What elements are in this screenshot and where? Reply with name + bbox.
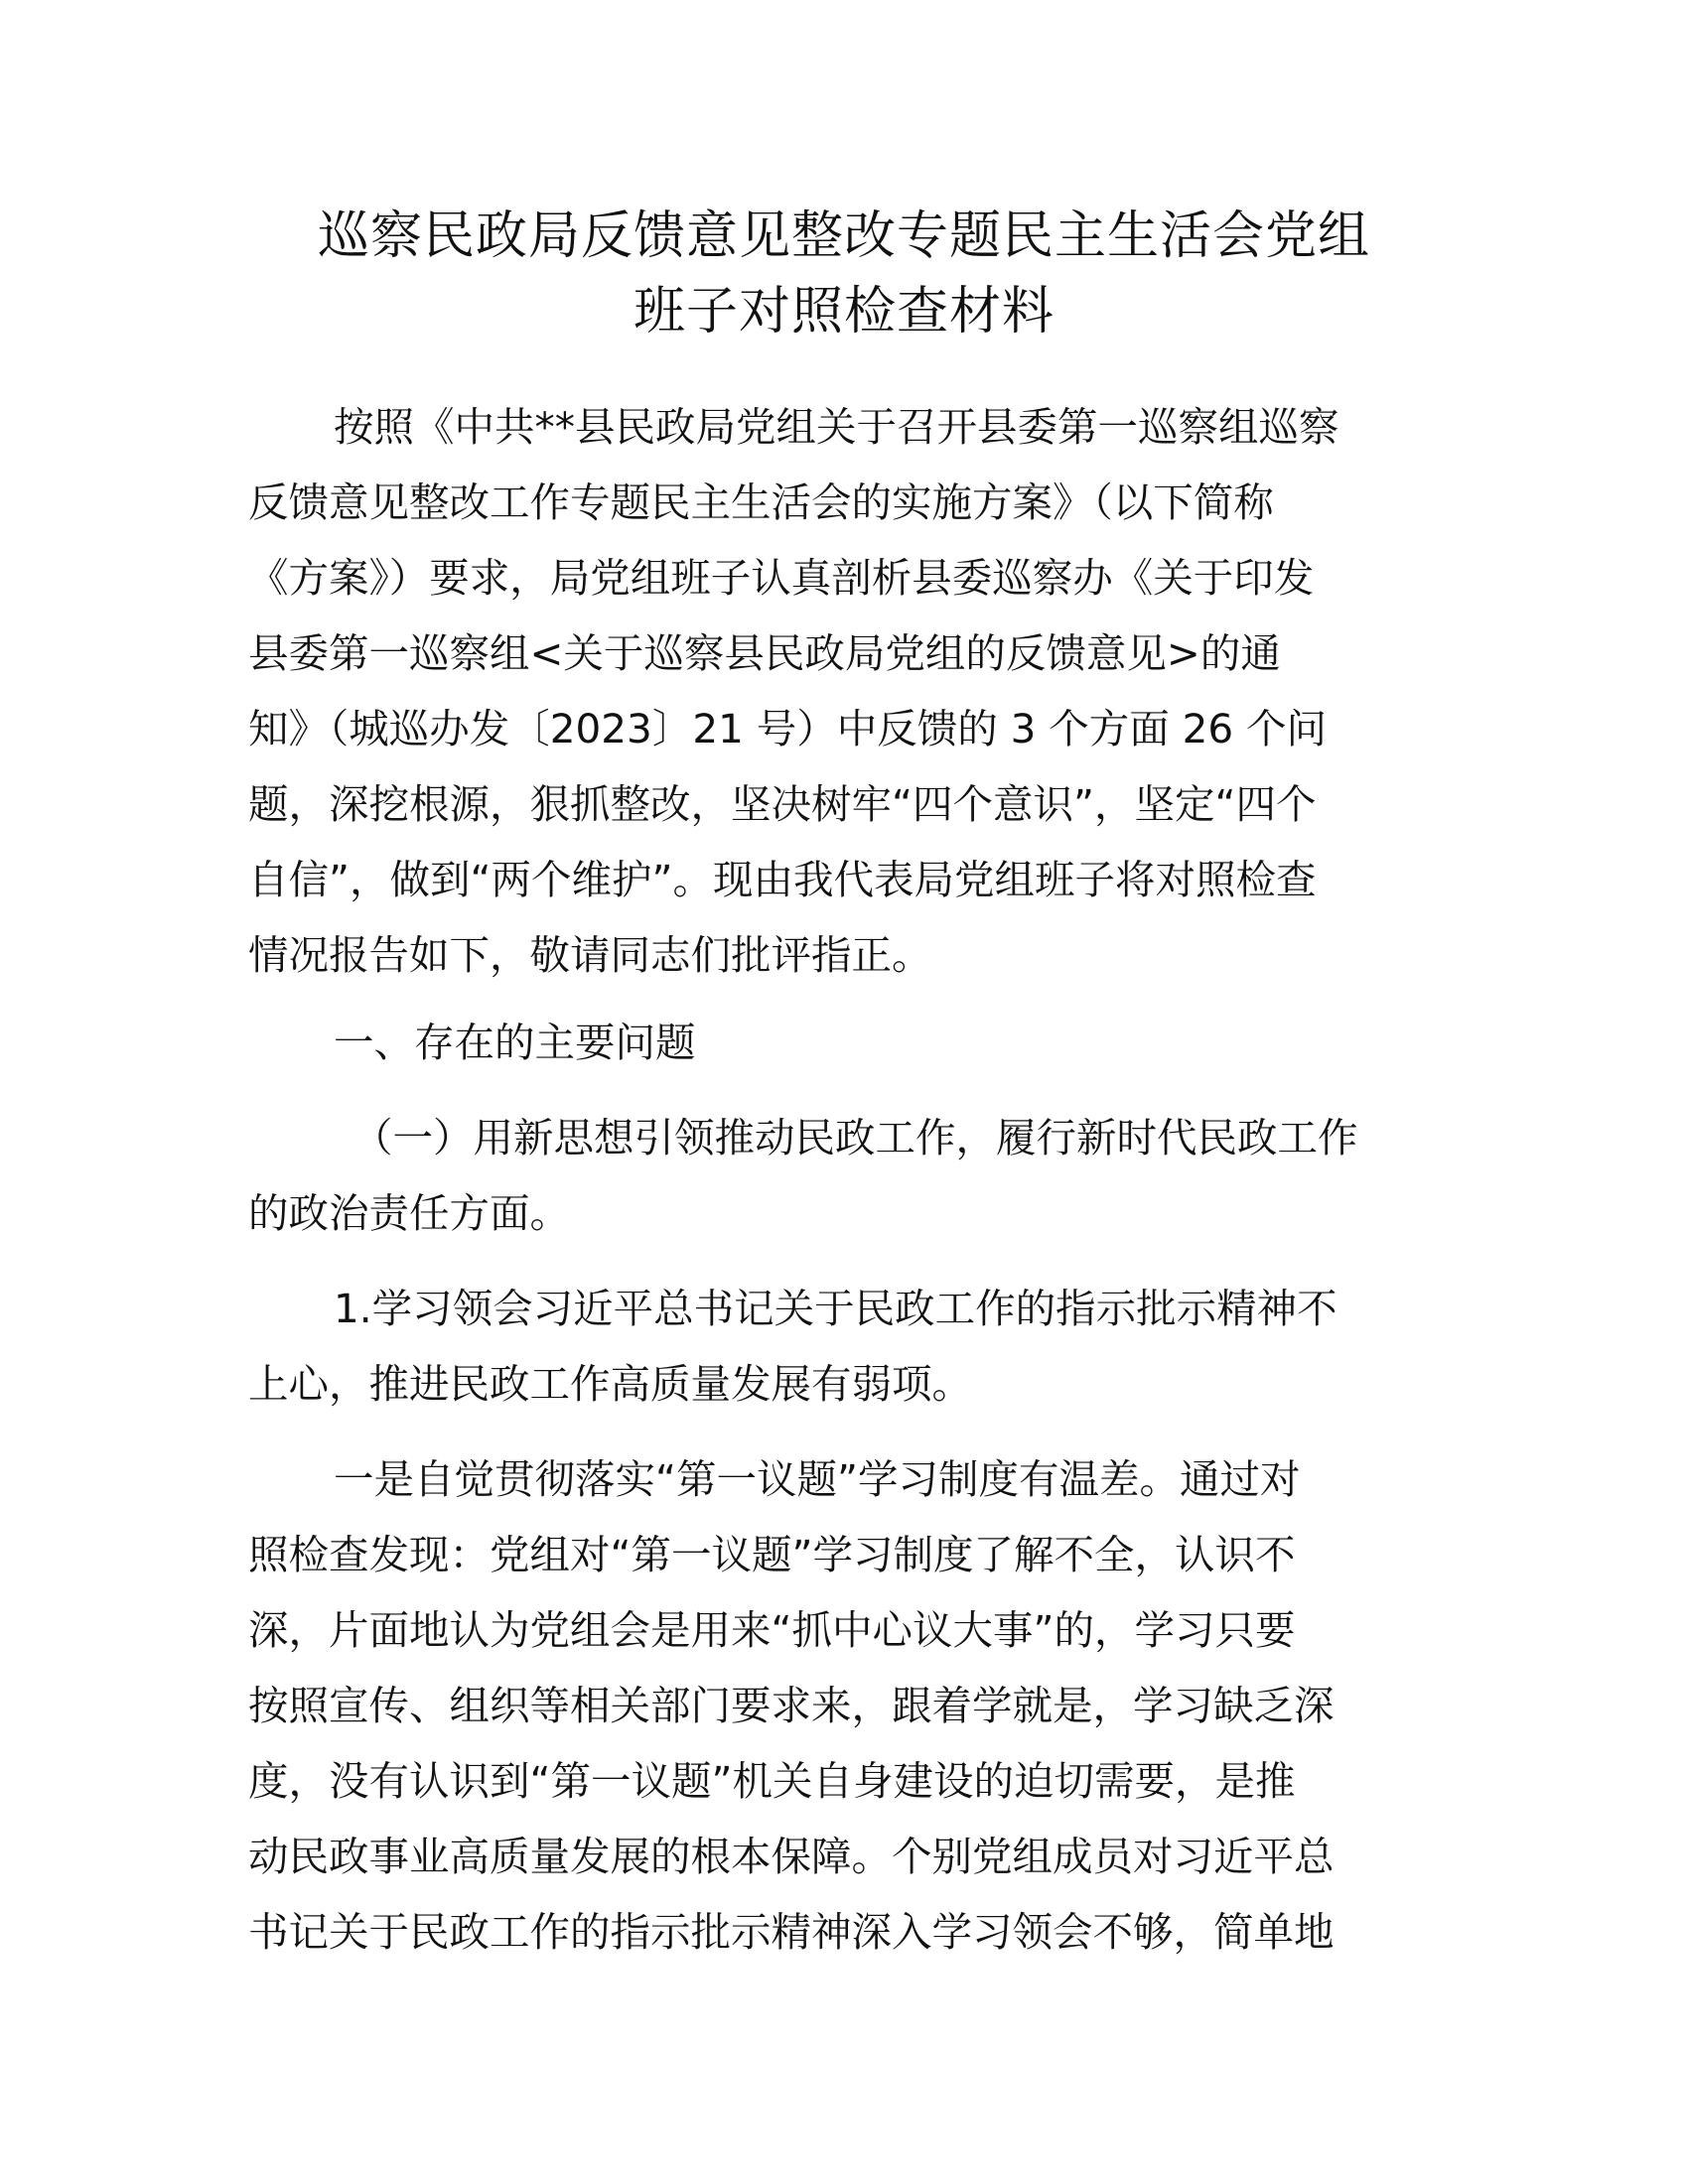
title-line-1: 巡察民政局反馈意见整改专题民主生活会党组 xyxy=(317,206,1370,266)
item-heading-1 xyxy=(248,1271,1440,1422)
intro-line: 《方案》）要求，局党组班子认真剖析县委巡察办《关于印发 xyxy=(248,554,1315,602)
section-heading-text: 一、存在的主要问题 xyxy=(334,1019,696,1066)
section-heading xyxy=(248,1005,1440,1080)
subsection-heading xyxy=(248,1100,1440,1251)
item-line: 1.学习领会习近平总书记关于民政工作的指示批示精神不 xyxy=(334,1285,1337,1332)
document-title xyxy=(248,199,1440,349)
paragraph-line: 深，片面地认为党组会是用来“抓中心议大事”的，学习只要 xyxy=(248,1606,1296,1654)
item-line: 上心，推进民政工作高质量发展有弱项。 xyxy=(248,1360,972,1408)
intro-line: 情况报告如下，敬请同志们批评指正。 xyxy=(248,931,932,979)
paragraph-line: 书记关于民政工作的指示批示精神深入学习领会不够，简单地 xyxy=(248,1908,1335,1956)
paragraph-line: 按照宣传、组织等相关部门要求来，跟着学就是，学习缺乏深 xyxy=(248,1682,1335,1729)
intro-line: 反馈意见整改工作专题民主生活会的实施方案》（以下简称 xyxy=(248,478,1274,526)
paragraph-line: 动民政事业高质量发展的根本保障。个别党组成员对习近平总 xyxy=(248,1833,1335,1880)
subsection-line: 的政治责任方面。 xyxy=(248,1189,570,1237)
intro-line: 题，深挖根源，狠抓整改，坚决树牢“四个意识”，坚定“四个 xyxy=(248,780,1317,828)
intro-line: 县委第一巡察组<关于巡察县民政局党组的反馈意见>的通 xyxy=(248,629,1281,677)
intro-line: 按照《中共**县民政局党组关于召开县委第一巡察组巡察 xyxy=(334,403,1339,451)
subsection-line: （一）用新思想引领推动民政工作，履行新时代民政工作 xyxy=(352,1114,1358,1161)
body-paragraph-1 xyxy=(248,1441,1440,1970)
paragraph-line: 照检查发现：党组对“第一议题”学习制度了解不全，认识不 xyxy=(248,1531,1296,1578)
paragraph-line: 度，没有认识到“第一议题”机关自身建设的迫切需要，是推 xyxy=(248,1757,1296,1805)
intro-line: 自信”，做到“两个维护”。现由我代表局党组班子将对照检查 xyxy=(248,856,1317,903)
intro-line: 知》（城巡办发〔2023〕21 号）中反馈的 3 个方面 26 个问 xyxy=(248,705,1328,752)
intro-paragraph xyxy=(248,389,1440,993)
title-line-2: 班子对照检查材料 xyxy=(633,282,1055,341)
paragraph-line: 一是自觉贯彻落实“第一议题”学习制度有温差。通过对 xyxy=(334,1455,1301,1503)
